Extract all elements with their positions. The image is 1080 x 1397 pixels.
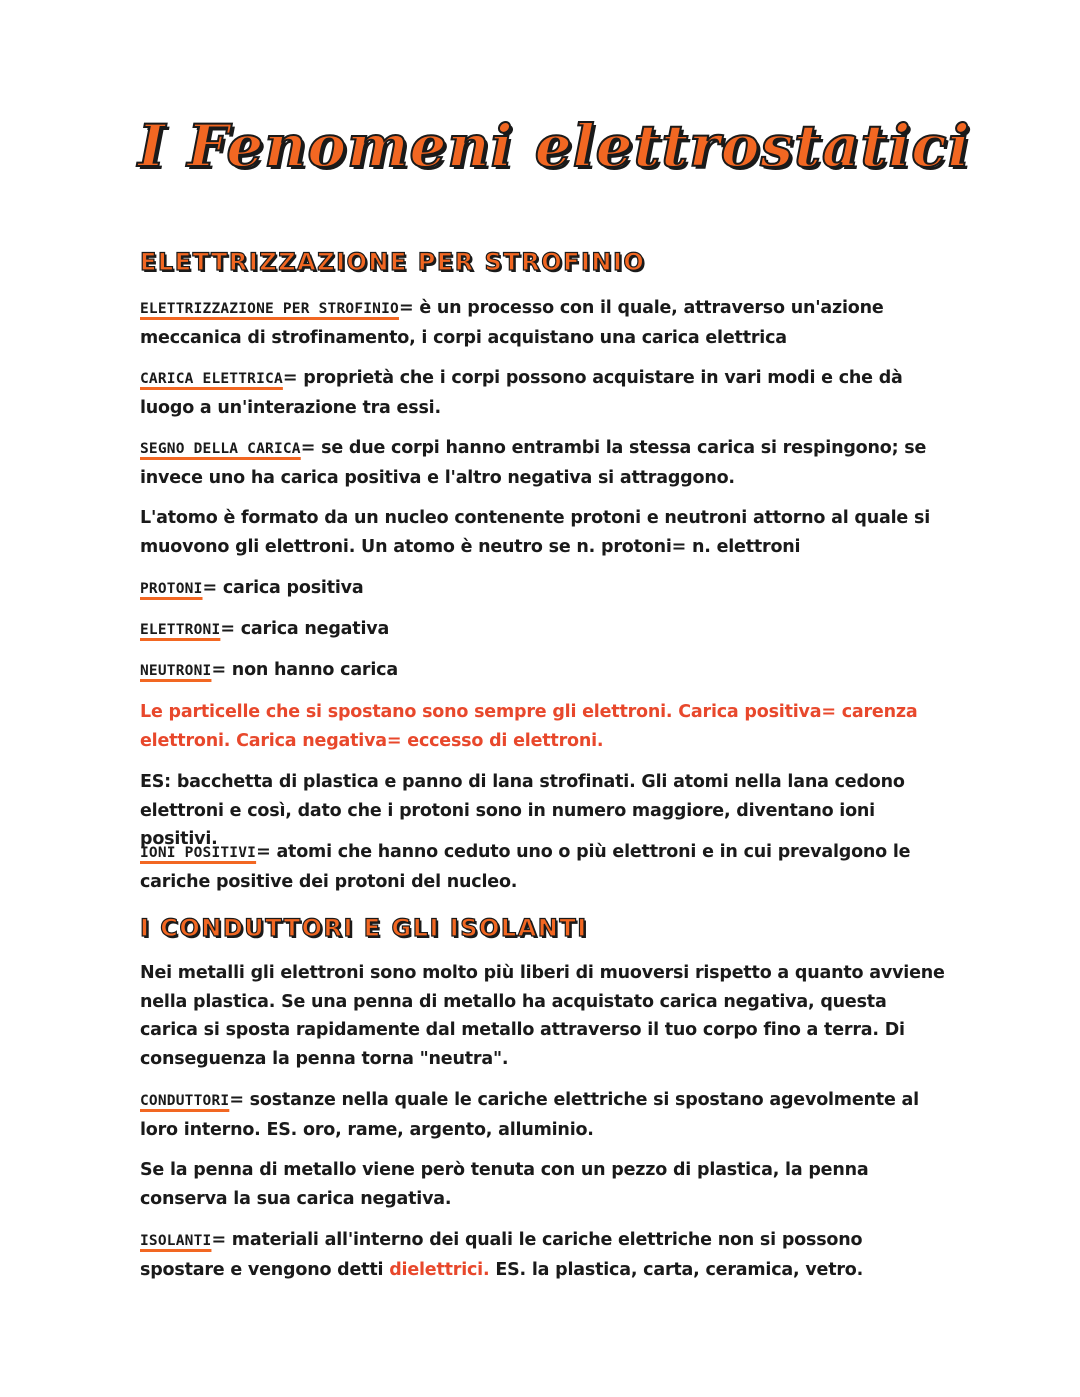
term-segno-carica: SEGNO DELLA CARICA bbox=[140, 441, 301, 457]
definition-elettrizzazione bbox=[140, 294, 950, 352]
definition-neutroni bbox=[140, 656, 950, 686]
term-elettrizzazione: ELETTRIZZAZIONE PER STROFINIO bbox=[140, 301, 399, 317]
definition-ioni-positivi bbox=[140, 838, 950, 896]
definition-text: = materiali all'interno dei quali le cariche elettriche non si possono spostare e vengono detti bbox=[140, 1230, 863, 1280]
definition-carica-elettrica bbox=[140, 364, 950, 422]
section-heading-elettrizzazione: ELETTRIZZAZIONE PER STROFINIO bbox=[140, 248, 646, 276]
definition-text: = carica negativa bbox=[220, 619, 390, 639]
definition-text: = sostanze nella quale le cariche elettriche si spostano agevolmente al loro interno. ES. oro, rame, argento, alluminio. bbox=[140, 1090, 919, 1140]
definition-text: ES. la plastica, carta, ceramica, vetro. bbox=[489, 1259, 864, 1280]
definition-text: = proprietà che i corpi possono acquistare in vari modi e che dà luogo a un'interazione tra essi. bbox=[140, 368, 903, 418]
definition-segno-carica bbox=[140, 434, 950, 492]
term-neutroni: NEUTRONI bbox=[140, 663, 212, 679]
definition-text: = atomi che hanno ceduto uno o più elettroni e in cui prevalgono le cariche positive dei protoni del nucleo. bbox=[140, 842, 911, 892]
term-ioni-positivi: IONI POSITIVI bbox=[140, 845, 257, 861]
definition-elettroni bbox=[140, 615, 950, 645]
paragraph-atomo: L'atomo è formato da un nucleo contenente protoni e neutroni attorno al quale si muovono gli elettroni. Un atomo è neutro se n. protoni= n. elettroni bbox=[140, 508, 930, 557]
definition-isolanti bbox=[140, 1226, 950, 1284]
highlight-paragraph-particelle: Le particelle che si spostano sono sempre gli elettroni. Carica positiva= carenza elettroni. Carica negativa= eccesso di elettroni. bbox=[140, 702, 918, 751]
definition-text: = carica positiva bbox=[202, 578, 364, 598]
section-heading-conduttori-isolanti: I CONDUTTORI E GLI ISOLANTI bbox=[140, 914, 588, 942]
definition-text: = se due corpi hanno entrambi la stessa carica si respingono; se invece uno ha carica positiva e l'altro negativa si attraggono. bbox=[140, 438, 927, 488]
term-carica-elettrica: CARICA ELETTRICA bbox=[140, 371, 283, 387]
term-isolanti: ISOLANTI bbox=[140, 1233, 212, 1249]
highlight-dielettrici: dielettrici. bbox=[389, 1259, 490, 1280]
definition-text: = è un processo con il quale, attraverso un'azione meccanica di strofinamento, i corpi acquistano una carica elettrica bbox=[140, 298, 884, 348]
term-elettroni: ELETTRONI bbox=[140, 622, 221, 638]
definition-text: = non hanno carica bbox=[211, 660, 398, 680]
paragraph-esempio-bacchetta: ES: bacchetta di plastica e panno di lana strofinati. Gli atomi nella lana cedono elettroni e così, dato che i protoni sono in numero maggiore, diventano ioni positivi. bbox=[140, 772, 905, 849]
definition-conduttori bbox=[140, 1086, 950, 1144]
term-conduttori: CONDUTTORI bbox=[140, 1093, 230, 1109]
definition-protoni bbox=[140, 574, 950, 604]
paragraph-metalli: Nei metalli gli elettroni sono molto più liberi di muoversi rispetto a quanto avviene nella plastica. Se una penna di metallo ha acquistato carica negativa, questa carica si sposta rapidamente dal metallo attraverso il tuo corpo fino a terra. Di conseguenza la penna torna "neutra". bbox=[140, 963, 945, 1069]
term-protoni: PROTONI bbox=[140, 581, 203, 597]
page-title: I Fenomeni elettrostatici bbox=[138, 112, 971, 180]
paragraph-penna-plastica: Se la penna di metallo viene però tenuta con un pezzo di plastica, la penna conserva la sua carica negativa. bbox=[140, 1160, 869, 1209]
